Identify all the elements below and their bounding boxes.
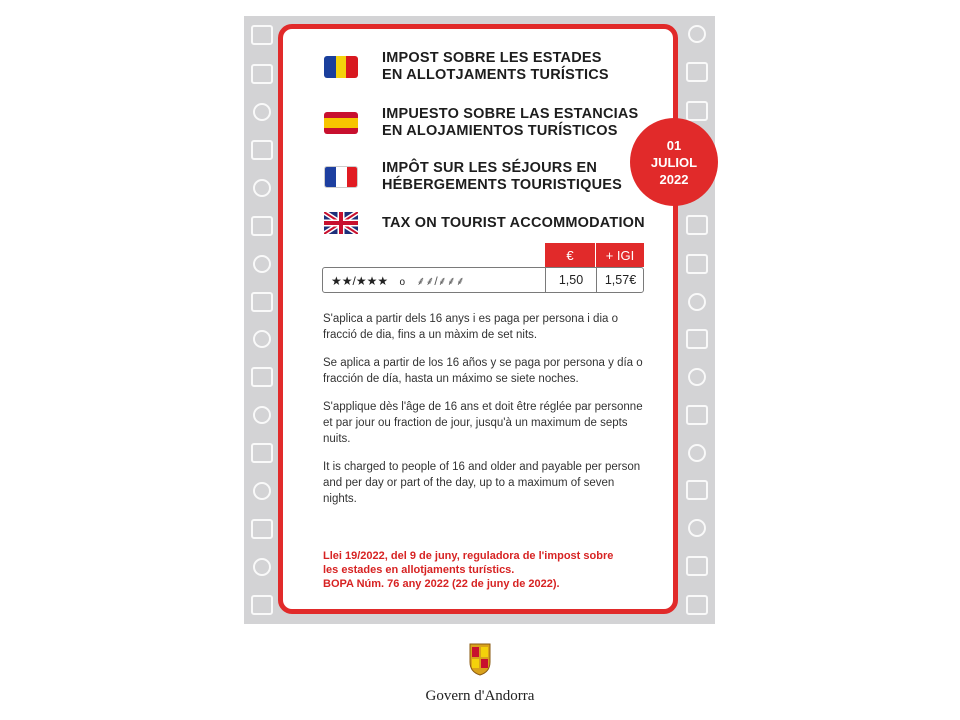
sofa-icon bbox=[251, 519, 273, 539]
cart-icon bbox=[686, 254, 708, 274]
tv-icon bbox=[251, 595, 273, 615]
luggage-icon bbox=[251, 25, 273, 45]
decorative-icon-strip-right bbox=[679, 16, 715, 624]
paw-icon bbox=[253, 482, 271, 500]
heading-line: IMPÔT SUR LES SÉJOURS EN bbox=[382, 160, 598, 176]
heading-line: IMPUESTO SOBRE LAS ESTANCIAS bbox=[382, 106, 639, 122]
building-icon bbox=[686, 62, 708, 82]
heading-english bbox=[324, 212, 645, 234]
heading-spanish bbox=[324, 106, 638, 140]
sofa-icon bbox=[251, 64, 273, 84]
andorra-coat-of-arms-logo bbox=[466, 642, 494, 676]
bed-icon bbox=[686, 329, 708, 349]
heading-french bbox=[324, 160, 622, 194]
tv-icon bbox=[251, 292, 273, 312]
bed-icon bbox=[251, 216, 273, 236]
price-igi-value: 1,57€ bbox=[596, 268, 644, 292]
building-icon bbox=[686, 215, 708, 235]
spain-flag-suitcase-icon bbox=[324, 112, 358, 134]
date-month: JULIOL bbox=[650, 154, 698, 170]
bed-icon bbox=[686, 480, 708, 500]
heading-line: EN ALOJAMIENTOS TURÍSTICOS bbox=[382, 123, 618, 139]
paw-icon bbox=[253, 179, 271, 197]
plate-icon bbox=[688, 519, 706, 537]
building-icon bbox=[686, 556, 708, 576]
description-english: It is charged to people of 16 and older and payable per person and per day or part of the day, up to a maximum of seven nights. bbox=[323, 461, 641, 505]
coffee-icon bbox=[253, 406, 271, 424]
legal-law: Llei 19/2022, del 9 de juny, reguladora de l'impost sobre les estades en allotjaments turístics. bbox=[323, 550, 614, 576]
description-spanish: Se aplica a partir de los 16 años y se paga por persona y día o fracción de día, hasta un máximo se siete noches. bbox=[323, 357, 643, 385]
price-value: 1,50 bbox=[545, 268, 596, 292]
cart-icon bbox=[686, 595, 708, 615]
heading-catalan bbox=[324, 50, 609, 84]
cup-icon bbox=[253, 255, 271, 273]
government-name: Govern d'Andorra bbox=[425, 688, 535, 704]
cart-icon bbox=[686, 101, 708, 121]
heading-line: TAX ON TOURIST ACCOMMODATION bbox=[382, 214, 645, 231]
plane-icon bbox=[688, 444, 706, 462]
description-catalan: S'aplica a partir dels 16 anys i es paga per persona i dia o fracció de dia, fins a un màxim de set nits. bbox=[323, 313, 618, 341]
price-header-euro: € bbox=[545, 243, 595, 267]
legal-bopa: BOPA Núm. 76 any 2022 (22 de juny de 2022). bbox=[323, 578, 560, 590]
sofa-icon bbox=[251, 367, 273, 387]
description-french: S'applique dès l'âge de 16 ans et doit être réglée par personne et par jour ou fraction de jour, jusqu'à un maximum de septs nuits. bbox=[323, 401, 643, 445]
decorative-icon-strip-left bbox=[244, 16, 280, 624]
plate-icon bbox=[688, 368, 706, 386]
star-category: ★★/★★★ bbox=[331, 274, 389, 288]
plate-icon bbox=[688, 25, 706, 43]
date-day: 01 bbox=[666, 137, 682, 153]
legal-reference bbox=[323, 549, 623, 591]
tv-icon bbox=[251, 443, 273, 463]
uk-flag-suitcase-icon bbox=[324, 212, 358, 234]
building-icon bbox=[686, 405, 708, 425]
andorra-flag-suitcase-icon bbox=[324, 56, 358, 78]
category-label bbox=[331, 272, 465, 289]
coffee-icon bbox=[253, 103, 271, 121]
plane-icon bbox=[688, 293, 706, 311]
heading-line: EN ALLOTJAMENTS TURÍSTICS bbox=[382, 67, 609, 83]
paw-icon bbox=[253, 330, 271, 348]
tv-icon bbox=[251, 140, 273, 160]
price-header-igi: + IGI bbox=[596, 243, 644, 267]
date-year: 2022 bbox=[659, 171, 689, 187]
heading-line: IMPOST SOBRE LES ESTADES bbox=[382, 50, 602, 66]
wheat-category: ⸙⸙/⸙⸙⸙ bbox=[416, 274, 465, 288]
effective-date-badge bbox=[630, 118, 718, 206]
heading-line: HÉBERGEMENTS TOURISTIQUES bbox=[382, 177, 622, 193]
coffee-icon bbox=[253, 558, 271, 576]
price-row bbox=[322, 267, 644, 293]
france-flag-suitcase-icon bbox=[324, 166, 358, 188]
category-connector: o bbox=[399, 277, 406, 288]
